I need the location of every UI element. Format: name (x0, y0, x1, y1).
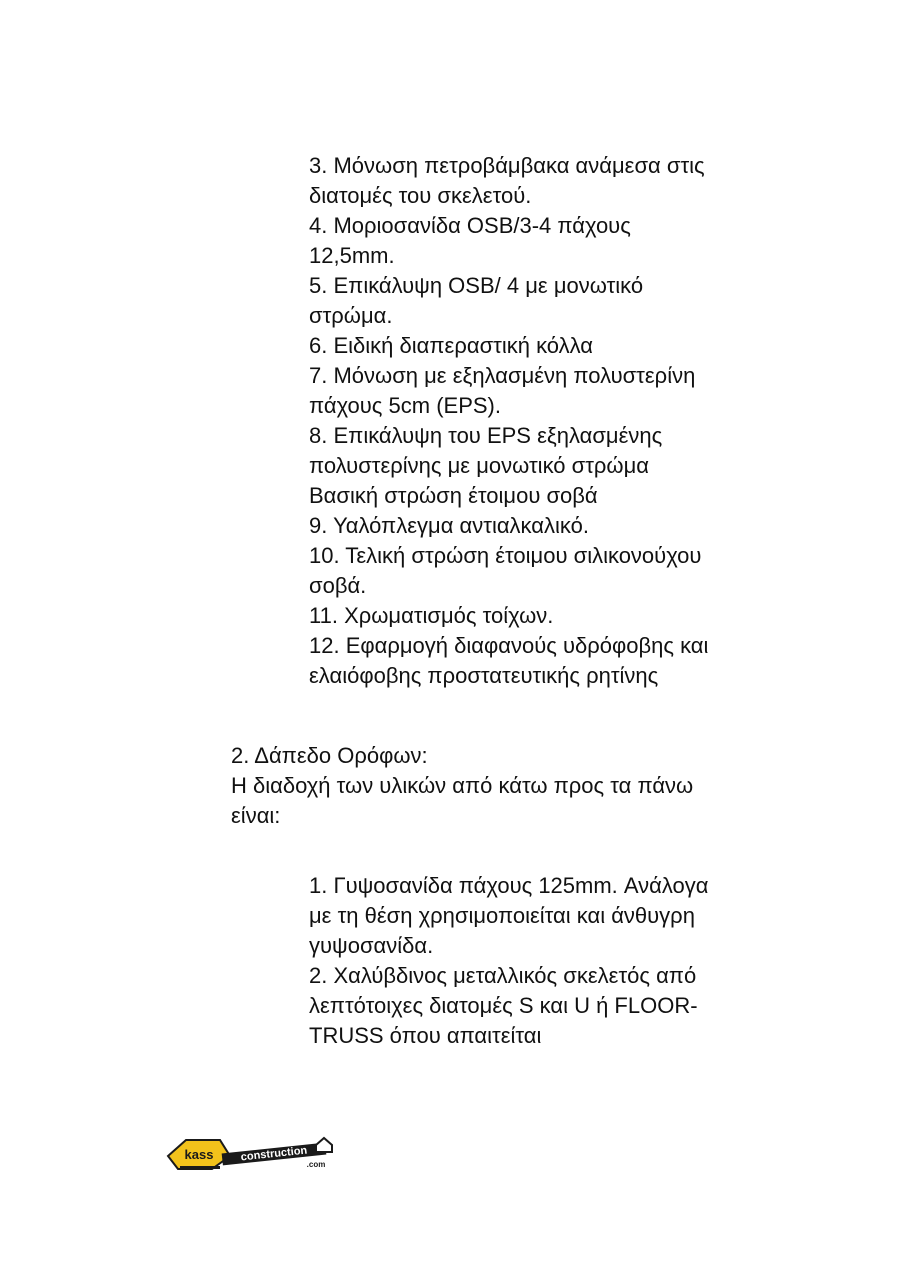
list-line: 4. Μοριοσανίδα OSB/3-4 πάχους (309, 213, 631, 238)
list-line: 12. Εφαρμογή διαφανούς υδρόφοβης και (309, 633, 709, 658)
list-line: με τη θέση χρησιμοποιείται και άνθυγρη (309, 903, 695, 928)
logo-underline (180, 1166, 220, 1169)
list-line: 5. Επικάλυψη OSB/ 4 με μονωτικό (309, 273, 644, 298)
list-line: 12,5mm. (309, 243, 395, 268)
list-line: 3. Μόνωση πετροβάμβακα ανάμεσα στις (309, 153, 705, 178)
floor-layers-list (309, 871, 779, 1051)
section-heading: 2. Δάπεδο Ορόφων: (231, 743, 428, 768)
list-line: 2. Χαλύβδινος μεταλλικός σκελετός από (309, 963, 697, 988)
list-line: σοβά. (309, 573, 367, 598)
wall-layers-list (309, 151, 779, 691)
list-line: διατομές του σκελετού. (309, 183, 532, 208)
kass-construction-logo (166, 1135, 336, 1171)
logo-word-construction: construction (240, 1144, 308, 1164)
list-line: στρώμα. (309, 303, 393, 328)
list-line: 7. Μόνωση με εξηλασμένη πολυστερίνη (309, 363, 696, 388)
list-line: ελαιόφοβης προστατευτικής ρητίνης (309, 663, 659, 688)
list-line: 1. Γυψοσανίδα πάχους 125mm. Ανάλογα (309, 873, 709, 898)
list-line: γυψοσανίδα. (309, 933, 434, 958)
list-line: πολυστερίνης με μονωτικό στρώμα (309, 453, 650, 478)
list-line: πάχους 5cm (EPS). (309, 393, 501, 418)
floor-section (231, 741, 791, 831)
logo-word-kass: kass (184, 1147, 214, 1162)
section-intro: Η διαδοχή των υλικών από κάτω προς τα πάνω (231, 773, 694, 798)
list-line: λεπτότοιχες διατομές S και U ή FLOOR- (309, 993, 698, 1018)
list-line: TRUSS όπου απαιτείται (309, 1023, 542, 1048)
list-line: Βασική στρώση έτοιμου σοβά (309, 483, 598, 508)
logo-suffix: .com (306, 1160, 326, 1169)
list-line: 8. Επικάλυψη του EPS εξηλασμένης (309, 423, 663, 448)
list-line: 6. Ειδική διαπεραστική κόλλα (309, 333, 594, 358)
list-line: 10. Τελική στρώση έτοιμου σιλικονούχου (309, 543, 702, 568)
section-intro-cont: είναι: (231, 803, 281, 828)
list-line: 9. Υαλόπλεγμα αντιαλκαλικό. (309, 513, 589, 538)
house-icon (316, 1138, 332, 1152)
list-line: 11. Χρωματισμός τοίχων. (309, 603, 554, 628)
